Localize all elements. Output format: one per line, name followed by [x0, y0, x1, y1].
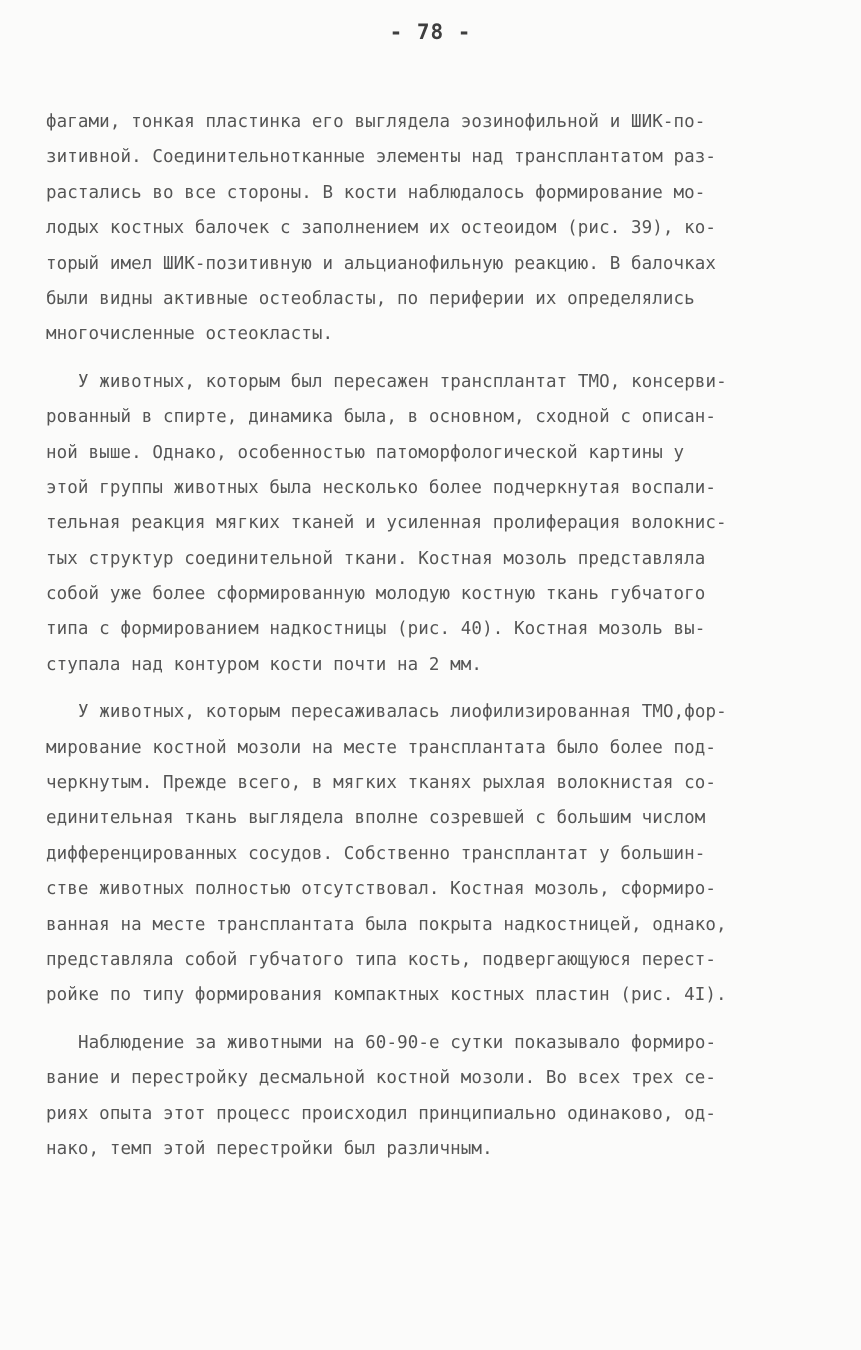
- text-line: представляла собой губчатого типа кость, подвергающуюся перест-: [46, 949, 717, 970]
- text-line: У животных, которым был пересажен трансплантат ТМО, консерви-: [78, 371, 727, 392]
- text-line: риях опыта этот процесс происходил принципиально одинаково, од-: [46, 1103, 717, 1124]
- paragraph-gap: [46, 353, 826, 365]
- paragraph-4: [46, 1026, 826, 1168]
- text-line: этой группы животных была несколько более подчеркнутая воспали-: [46, 477, 717, 498]
- text-line: были видны активные остеобласты, по периферии их определялись: [46, 288, 695, 309]
- text-line: зитивной. Соединительнотканные элементы над трансплантатом раз-: [46, 147, 717, 168]
- text-line: черкнутым. Прежде всего, в мягких тканях рыхлая волокнистая со-: [46, 773, 717, 794]
- text-line: Наблюдение за животными на 60-90-е сутки показывало формиро-: [78, 1032, 717, 1053]
- text-line: нако, темп этой перестройки был различным.: [46, 1138, 493, 1159]
- text-line: вание и перестройку десмальной костной мозоли. Во всех трех се-: [46, 1068, 717, 1089]
- text-line: стве животных полностью отсутствовал. Костная мозоль, сформиро-: [46, 879, 717, 900]
- paragraph-gap: [46, 1014, 826, 1026]
- body-text: [46, 105, 826, 1167]
- text-line: фагами, тонкая пластинка его выглядела эозинофильной и ШИК-по-: [46, 112, 706, 132]
- page-number: - 78 -: [389, 20, 472, 44]
- text-line: ванная на месте трансплантата была покрыта надкостницей, однако,: [46, 914, 727, 935]
- text-line: рованный в спирте, динамика была, в основном, сходной с описан-: [46, 407, 717, 428]
- text-line: мирование костной мозоли на месте трансплантата было более под-: [46, 737, 717, 758]
- text-line: единительная ткань выглядела вполне созревшей с большим числом: [46, 808, 706, 829]
- text-line: тых структур соединительной ткани. Костная мозоль представляла: [46, 548, 706, 569]
- paragraph-2: [46, 365, 826, 684]
- text-line: У животных, которым пересаживалась лиофилизированная ТМО,фор-: [78, 702, 727, 723]
- text-line: лодых костных балочек с заполнением их остеоидом (рис. 39), ко-: [46, 218, 717, 239]
- paragraph-3: [46, 695, 826, 1014]
- paragraph-gap: [46, 683, 826, 695]
- paragraph-1: [46, 105, 826, 353]
- text-line: ройке по типу формирования компактных костных пластин (рис. 4I).: [46, 985, 727, 1006]
- text-line: многочисленные остеокласты.: [46, 324, 334, 345]
- text-line: торый имел ШИК-позитивную и альцианофильную реакцию. В балочках: [46, 253, 717, 274]
- text-line: растались во все стороны. В кости наблюдалось формирование мо-: [46, 182, 706, 203]
- text-line: дифференцированных сосудов. Собственно трансплантат у большин-: [46, 843, 706, 864]
- text-line: собой уже более сформированную молодую костную ткань губчатого: [46, 584, 706, 605]
- text-line: ной выше. Однако, особенностью патоморфологической картины у: [46, 442, 685, 463]
- text-line: типа с формированием надкостницы (рис. 40). Костная мозоль вы-: [46, 619, 706, 640]
- text-line: тельная реакция мягких тканей и усиленная пролиферация волокнис-: [46, 513, 727, 534]
- text-line: ступала над контуром кости почти на 2 мм.: [46, 654, 483, 675]
